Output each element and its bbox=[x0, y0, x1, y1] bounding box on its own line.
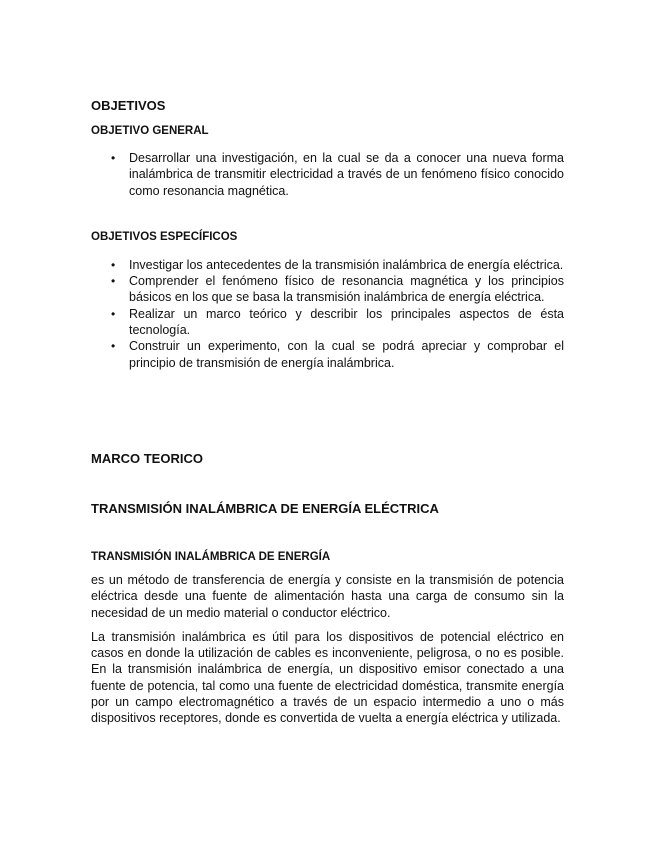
bullet-icon: • bbox=[111, 274, 116, 289]
objetivo-general-list bbox=[91, 150, 564, 199]
list-item-text: Realizar un marco teórico y describir los principales aspectos de ésta tecnología. bbox=[129, 306, 564, 338]
list-item bbox=[91, 273, 564, 306]
transmision-electrica-heading: TRANSMISIÓN INALÁMBRICA DE ENERGÍA ELÉCTRICA bbox=[91, 500, 439, 516]
bullet-icon: • bbox=[111, 306, 116, 321]
document-body bbox=[91, 98, 564, 727]
bullet-icon: • bbox=[111, 151, 116, 165]
list-item-text: Investigar los antecedentes de la transmisión inalámbrica de energía eléctrica. bbox=[129, 257, 564, 272]
objetivos-especificos-heading: OBJETIVOS ESPECÍFICOS bbox=[91, 230, 238, 243]
list-item bbox=[91, 150, 564, 199]
list-item-text: Comprender el fenómeno físico de resonancia magnética y los principios básicos en los que se basa la transmisión inalámbrica de energía eléctrica. bbox=[129, 274, 564, 305]
list-item bbox=[91, 338, 564, 371]
paragraph: es un método de transferencia de energía y consiste en la transmisión de potencia eléctrica desde una fuente de alimentación hasta una carga de consumo sin la necesidad de un medio material o conductor eléctrico. bbox=[91, 572, 564, 620]
objetivos-especificos-list bbox=[91, 257, 564, 371]
paragraph: La transmisión inalámbrica es útil para los dispositivos de potencial eléctrico en casos en donde la utilización de cables es inconveniente, peligrosa, o no es posible. En la transmisión inalámbrica de energía, un dispositivo emisor conectado a una fuente de potencia, tal como una fuente de electricidad doméstica, transmite energía por un campo electromagnético a través de un espacio intermedio a uno o más dispositivos receptores, donde es convertida de vuelta a energía eléctrica y utilizada. bbox=[91, 629, 564, 726]
list-item bbox=[91, 257, 564, 273]
list-item bbox=[91, 306, 564, 339]
marco-teorico-heading: MARCO TEORICO bbox=[91, 450, 203, 466]
transmision-energia-heading: TRANSMISIÓN INALÁMBRICA DE ENERGÍA bbox=[91, 550, 331, 563]
list-item-text: Construir un experimento, con la cual se podrá apreciar y comprobar el principio de transmisión de energía inalámbrica. bbox=[129, 339, 564, 370]
objetivos-heading: OBJETIVOS bbox=[91, 98, 166, 113]
list-item-text: Desarrollar una investigación, en la cual se da a conocer una nueva forma inalámbrica de transmitir electricidad a través de un fenómeno físico conocido como resonancia magnética. bbox=[129, 151, 564, 198]
bullet-icon: • bbox=[111, 257, 116, 272]
objetivo-general-heading: OBJETIVO GENERAL bbox=[91, 125, 209, 137]
bullet-icon: • bbox=[111, 339, 116, 354]
